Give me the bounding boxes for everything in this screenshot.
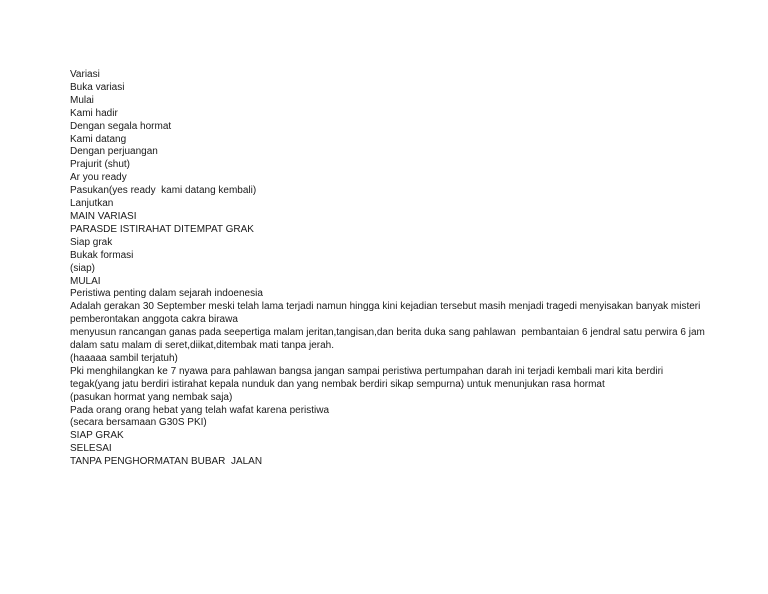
text-line: Lanjutkan — [70, 198, 114, 210]
text-line: Peristiwa penting dalam sejarah indoenesia — [70, 288, 263, 300]
text-line: TANPA PENGHORMATAN BUBAR JALAN — [70, 456, 263, 468]
text-line: (haaaaa sambil terjatuh) — [70, 352, 178, 364]
text-line: menyusun rancangan ganas pada seepertiga malam jeritan,tangisan,dan berita duka sang pahlawan pembantaian 6 jendral satu perwira 6 jam — [70, 327, 705, 339]
text-line: Dengan perjuangan — [70, 146, 158, 158]
text-line: Ar you ready — [70, 172, 127, 184]
text-line: Adalah gerakan 30 September meski telah lama terjadi namun hingga kini kejadian tersebut masih menjadi tragedi menyisakan banyak misteri — [70, 301, 701, 313]
document-text — [70, 69, 705, 469]
text-line: MULAI — [70, 275, 101, 287]
text-line: Dengan segala hormat — [70, 120, 172, 132]
text-line: Kami hadir — [70, 107, 118, 119]
text-line: Pada orang orang hebat yang telah wafat karena peristiwa — [70, 404, 330, 416]
text-line: Prajurit (shut) — [70, 159, 131, 171]
text-line: MAIN VARIASI — [70, 210, 137, 222]
text-line: dalam satu malam di seret,diikat,ditembak mati tanpa jerah. — [70, 340, 335, 352]
text-line: pemberontakan anggota cakra birawa — [70, 314, 238, 326]
text-line: tegak(yang jatu berdiri istirahat kepala nunduk dan yang nembak berdiri sikap sempurna) untuk menunjukan rasa hormat — [70, 378, 605, 390]
text-line: SELESAI — [70, 443, 112, 455]
text-line: Buka variasi — [70, 81, 125, 93]
text-line: Variasi — [70, 69, 100, 80]
text-line: Kami datang — [70, 133, 127, 145]
text-line: (pasukan hormat yang nembak saja) — [70, 391, 233, 403]
text-line: (siap) — [70, 262, 96, 274]
text-line: Bukak formasi — [70, 249, 134, 261]
text-line: Pki menghilangkan ke 7 nyawa para pahlawan bangsa jangan sampai peristiwa pertumpahan darah ini terjadi kembali mari kita berdiri — [70, 365, 664, 377]
text-line: (secara bersamaan G30S PKI) — [70, 417, 207, 429]
text-line: Pasukan(yes ready kami datang kembali) — [70, 185, 257, 197]
text-line: PARASDE ISTIRAHAT DITEMPAT GRAK — [70, 223, 254, 235]
text-line: SIAP GRAK — [70, 430, 124, 442]
text-line: Mulai — [70, 94, 94, 106]
text-line: Siap grak — [70, 236, 113, 248]
